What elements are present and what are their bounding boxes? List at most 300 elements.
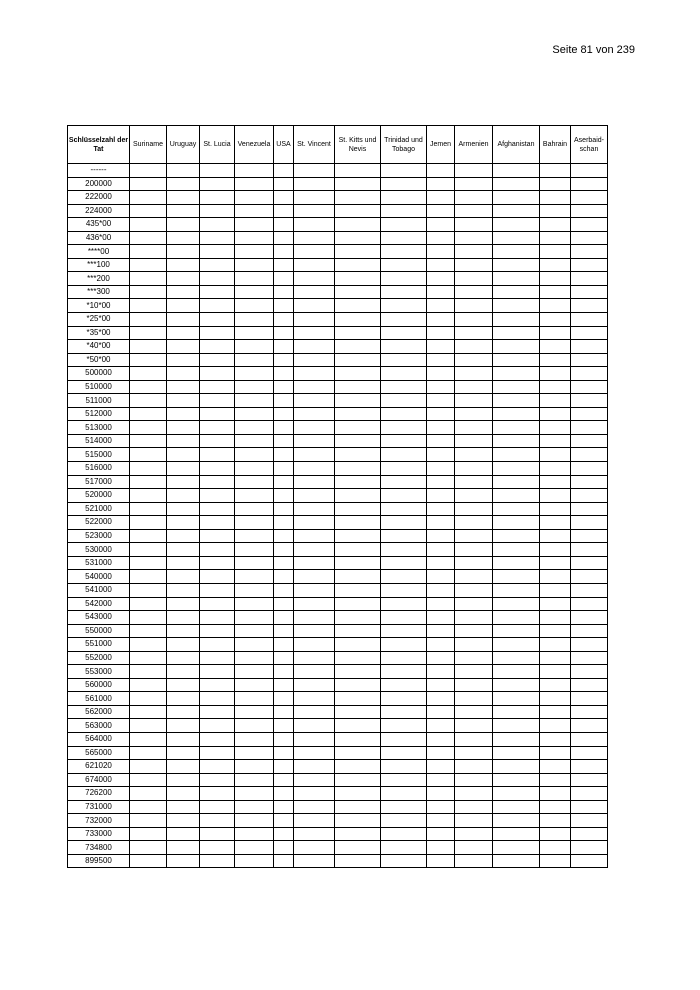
empty-cell — [571, 462, 608, 476]
empty-cell — [571, 543, 608, 557]
empty-cell — [167, 231, 200, 245]
empty-cell — [493, 475, 540, 489]
empty-cell — [381, 502, 427, 516]
empty-cell — [493, 719, 540, 733]
empty-cell — [294, 177, 335, 191]
empty-cell — [493, 529, 540, 543]
empty-cell — [200, 611, 235, 625]
empty-cell — [427, 231, 455, 245]
empty-cell — [294, 285, 335, 299]
empty-cell — [571, 218, 608, 232]
empty-cell — [571, 204, 608, 218]
empty-cell — [455, 164, 493, 178]
empty-cell — [427, 502, 455, 516]
table-row — [68, 732, 608, 746]
empty-cell — [493, 651, 540, 665]
empty-cell — [540, 760, 571, 774]
empty-cell — [571, 746, 608, 760]
empty-cell — [335, 326, 381, 340]
empty-cell — [571, 516, 608, 530]
empty-cell — [274, 489, 294, 503]
empty-cell — [235, 204, 274, 218]
empty-cell — [130, 326, 167, 340]
offense-key-cell: 511000 — [68, 394, 130, 408]
empty-cell — [235, 773, 274, 787]
offense-key-cell: 732000 — [68, 814, 130, 828]
empty-cell — [167, 773, 200, 787]
empty-cell — [200, 638, 235, 652]
empty-cell — [335, 218, 381, 232]
empty-cell — [200, 529, 235, 543]
empty-cell — [427, 787, 455, 801]
empty-cell — [335, 705, 381, 719]
offense-key-cell: 517000 — [68, 475, 130, 489]
empty-cell — [274, 177, 294, 191]
empty-cell — [571, 502, 608, 516]
empty-cell — [235, 705, 274, 719]
empty-cell — [381, 462, 427, 476]
empty-cell — [235, 760, 274, 774]
empty-cell — [455, 543, 493, 557]
empty-cell — [427, 489, 455, 503]
column-header: Aserbaid-schan — [571, 126, 608, 164]
column-header: Jemen — [427, 126, 455, 164]
empty-cell — [167, 624, 200, 638]
empty-cell — [167, 380, 200, 394]
empty-cell — [381, 638, 427, 652]
table-row — [68, 583, 608, 597]
empty-cell — [571, 489, 608, 503]
empty-cell — [167, 326, 200, 340]
empty-cell — [455, 814, 493, 828]
empty-cell — [381, 692, 427, 706]
offense-key-cell: 565000 — [68, 746, 130, 760]
empty-cell — [381, 177, 427, 191]
empty-cell — [235, 407, 274, 421]
empty-cell — [200, 800, 235, 814]
empty-cell — [455, 299, 493, 313]
empty-cell — [381, 543, 427, 557]
empty-cell — [274, 191, 294, 205]
table-row — [68, 204, 608, 218]
empty-cell — [335, 272, 381, 286]
empty-cell — [335, 638, 381, 652]
empty-cell — [335, 760, 381, 774]
empty-cell — [235, 245, 274, 259]
empty-cell — [274, 800, 294, 814]
empty-cell — [540, 272, 571, 286]
empty-cell — [294, 313, 335, 327]
empty-cell — [167, 529, 200, 543]
empty-cell — [493, 502, 540, 516]
empty-cell — [200, 489, 235, 503]
empty-cell — [130, 597, 167, 611]
empty-cell — [200, 597, 235, 611]
empty-cell — [274, 367, 294, 381]
table-row — [68, 313, 608, 327]
empty-cell — [540, 611, 571, 625]
offense-key-cell: 500000 — [68, 367, 130, 381]
empty-cell — [427, 340, 455, 354]
empty-cell — [235, 732, 274, 746]
empty-cell — [381, 380, 427, 394]
empty-cell — [200, 841, 235, 855]
empty-cell — [335, 583, 381, 597]
empty-cell — [381, 475, 427, 489]
empty-cell — [493, 258, 540, 272]
offense-key-cell: 899500 — [68, 854, 130, 868]
table-row — [68, 434, 608, 448]
empty-cell — [294, 164, 335, 178]
empty-cell — [571, 787, 608, 801]
offense-key-cell: 674000 — [68, 773, 130, 787]
empty-cell — [571, 191, 608, 205]
empty-cell — [540, 489, 571, 503]
empty-cell — [455, 705, 493, 719]
empty-cell — [167, 489, 200, 503]
empty-cell — [294, 841, 335, 855]
empty-cell — [200, 326, 235, 340]
table-row — [68, 516, 608, 530]
empty-cell — [427, 814, 455, 828]
empty-cell — [381, 705, 427, 719]
empty-cell — [571, 597, 608, 611]
empty-cell — [130, 218, 167, 232]
empty-cell — [167, 746, 200, 760]
empty-cell — [294, 434, 335, 448]
empty-cell — [571, 705, 608, 719]
empty-cell — [540, 665, 571, 679]
empty-cell — [167, 665, 200, 679]
empty-cell — [335, 231, 381, 245]
empty-cell — [274, 462, 294, 476]
empty-cell — [200, 245, 235, 259]
column-header: Afghanistan — [493, 126, 540, 164]
empty-cell — [130, 611, 167, 625]
empty-cell — [167, 245, 200, 259]
empty-cell — [455, 678, 493, 692]
empty-cell — [540, 462, 571, 476]
empty-cell — [200, 814, 235, 828]
empty-cell — [274, 164, 294, 178]
table-row — [68, 773, 608, 787]
empty-cell — [493, 611, 540, 625]
empty-cell — [294, 529, 335, 543]
empty-cell — [235, 611, 274, 625]
empty-cell — [130, 272, 167, 286]
empty-cell — [493, 326, 540, 340]
empty-cell — [294, 204, 335, 218]
empty-cell — [167, 611, 200, 625]
empty-cell — [294, 556, 335, 570]
table-row — [68, 827, 608, 841]
offense-key-cell: 523000 — [68, 529, 130, 543]
empty-cell — [427, 177, 455, 191]
offense-key-cell: *25*00 — [68, 313, 130, 327]
empty-cell — [294, 218, 335, 232]
empty-cell — [294, 800, 335, 814]
empty-cell — [381, 597, 427, 611]
empty-cell — [130, 204, 167, 218]
empty-cell — [427, 394, 455, 408]
empty-cell — [427, 380, 455, 394]
empty-cell — [130, 841, 167, 855]
empty-cell — [130, 299, 167, 313]
empty-cell — [493, 760, 540, 774]
empty-cell — [274, 570, 294, 584]
column-header: USA — [274, 126, 294, 164]
empty-cell — [235, 543, 274, 557]
empty-cell — [455, 407, 493, 421]
empty-cell — [294, 407, 335, 421]
empty-cell — [274, 841, 294, 855]
offense-key-cell: 514000 — [68, 434, 130, 448]
empty-cell — [381, 353, 427, 367]
empty-cell — [540, 502, 571, 516]
table-row — [68, 841, 608, 855]
empty-cell — [274, 611, 294, 625]
empty-cell — [335, 529, 381, 543]
empty-cell — [167, 407, 200, 421]
page-number: Seite 81 von 239 — [552, 44, 635, 56]
empty-cell — [455, 638, 493, 652]
empty-cell — [235, 570, 274, 584]
empty-cell — [427, 597, 455, 611]
empty-cell — [381, 191, 427, 205]
column-header: Bahrain — [540, 126, 571, 164]
table-row — [68, 353, 608, 367]
empty-cell — [381, 434, 427, 448]
offense-key-cell: ***200 — [68, 272, 130, 286]
empty-cell — [294, 746, 335, 760]
empty-cell — [274, 705, 294, 719]
column-header: St. Kitts und Nevis — [335, 126, 381, 164]
empty-cell — [294, 367, 335, 381]
empty-cell — [274, 787, 294, 801]
empty-cell — [571, 367, 608, 381]
empty-cell — [455, 854, 493, 868]
empty-cell — [235, 164, 274, 178]
empty-cell — [493, 299, 540, 313]
empty-cell — [274, 529, 294, 543]
empty-cell — [381, 651, 427, 665]
empty-cell — [274, 597, 294, 611]
empty-cell — [455, 719, 493, 733]
empty-cell — [335, 407, 381, 421]
empty-cell — [294, 678, 335, 692]
empty-cell — [167, 218, 200, 232]
empty-cell — [427, 258, 455, 272]
empty-cell — [427, 583, 455, 597]
empty-cell — [540, 773, 571, 787]
empty-cell — [235, 313, 274, 327]
empty-cell — [540, 624, 571, 638]
empty-cell — [540, 841, 571, 855]
empty-cell — [335, 827, 381, 841]
empty-cell — [294, 231, 335, 245]
empty-cell — [571, 421, 608, 435]
empty-cell — [235, 326, 274, 340]
table-row — [68, 448, 608, 462]
empty-cell — [167, 421, 200, 435]
empty-cell — [335, 800, 381, 814]
empty-cell — [427, 204, 455, 218]
empty-cell — [294, 583, 335, 597]
empty-cell — [130, 489, 167, 503]
empty-cell — [167, 543, 200, 557]
empty-cell — [274, 326, 294, 340]
empty-cell — [427, 746, 455, 760]
empty-cell — [571, 529, 608, 543]
offense-key-cell: 551000 — [68, 638, 130, 652]
empty-cell — [540, 258, 571, 272]
empty-cell — [294, 570, 335, 584]
empty-cell — [167, 475, 200, 489]
empty-cell — [294, 814, 335, 828]
empty-cell — [540, 678, 571, 692]
empty-cell — [335, 516, 381, 530]
empty-cell — [130, 285, 167, 299]
empty-cell — [200, 692, 235, 706]
empty-cell — [274, 692, 294, 706]
empty-cell — [235, 556, 274, 570]
empty-cell — [493, 814, 540, 828]
empty-cell — [294, 380, 335, 394]
empty-cell — [335, 854, 381, 868]
empty-cell — [455, 326, 493, 340]
empty-cell — [540, 787, 571, 801]
empty-cell — [427, 421, 455, 435]
empty-cell — [167, 204, 200, 218]
empty-cell — [455, 651, 493, 665]
table-row — [68, 651, 608, 665]
empty-cell — [200, 583, 235, 597]
empty-cell — [427, 529, 455, 543]
empty-cell — [540, 204, 571, 218]
offense-key-cell: 222000 — [68, 191, 130, 205]
empty-cell — [540, 583, 571, 597]
empty-cell — [493, 245, 540, 259]
table-row — [68, 705, 608, 719]
empty-cell — [335, 665, 381, 679]
empty-cell — [427, 191, 455, 205]
empty-cell — [427, 313, 455, 327]
empty-cell — [571, 164, 608, 178]
empty-cell — [200, 556, 235, 570]
empty-cell — [540, 326, 571, 340]
empty-cell — [294, 719, 335, 733]
empty-cell — [455, 746, 493, 760]
empty-cell — [455, 556, 493, 570]
empty-cell — [274, 218, 294, 232]
empty-cell — [427, 800, 455, 814]
empty-cell — [493, 191, 540, 205]
table-row — [68, 462, 608, 476]
offense-key-cell: 542000 — [68, 597, 130, 611]
empty-cell — [540, 340, 571, 354]
column-header: Suriname — [130, 126, 167, 164]
empty-cell — [335, 678, 381, 692]
empty-cell — [540, 692, 571, 706]
empty-cell — [200, 665, 235, 679]
empty-cell — [493, 638, 540, 652]
empty-cell — [540, 245, 571, 259]
empty-cell — [427, 367, 455, 381]
empty-cell — [294, 258, 335, 272]
empty-cell — [167, 516, 200, 530]
empty-cell — [335, 719, 381, 733]
empty-cell — [571, 448, 608, 462]
empty-cell — [335, 597, 381, 611]
empty-cell — [455, 827, 493, 841]
empty-cell — [294, 760, 335, 774]
empty-cell — [571, 827, 608, 841]
table-row — [68, 678, 608, 692]
empty-cell — [294, 245, 335, 259]
empty-cell — [294, 597, 335, 611]
empty-cell — [493, 678, 540, 692]
empty-cell — [540, 556, 571, 570]
empty-cell — [427, 556, 455, 570]
empty-cell — [427, 272, 455, 286]
empty-cell — [455, 800, 493, 814]
empty-cell — [274, 583, 294, 597]
empty-cell — [455, 773, 493, 787]
empty-cell — [294, 326, 335, 340]
empty-cell — [335, 299, 381, 313]
empty-cell — [200, 760, 235, 774]
empty-cell — [493, 665, 540, 679]
empty-cell — [130, 462, 167, 476]
empty-cell — [335, 421, 381, 435]
empty-cell — [235, 678, 274, 692]
empty-cell — [167, 502, 200, 516]
empty-cell — [493, 773, 540, 787]
table-row — [68, 164, 608, 178]
empty-cell — [235, 814, 274, 828]
empty-cell — [335, 475, 381, 489]
table-row — [68, 245, 608, 259]
empty-cell — [274, 475, 294, 489]
empty-cell — [130, 719, 167, 733]
empty-cell — [294, 651, 335, 665]
empty-cell — [130, 421, 167, 435]
empty-cell — [571, 760, 608, 774]
empty-cell — [200, 448, 235, 462]
empty-cell — [455, 448, 493, 462]
empty-cell — [167, 313, 200, 327]
empty-cell — [167, 583, 200, 597]
empty-cell — [335, 285, 381, 299]
empty-cell — [335, 746, 381, 760]
empty-cell — [381, 556, 427, 570]
empty-cell — [167, 299, 200, 313]
empty-cell — [571, 814, 608, 828]
empty-cell — [294, 854, 335, 868]
table-row — [68, 421, 608, 435]
empty-cell — [381, 394, 427, 408]
empty-cell — [381, 326, 427, 340]
empty-cell — [130, 787, 167, 801]
empty-cell — [167, 191, 200, 205]
empty-cell — [571, 678, 608, 692]
empty-cell — [540, 434, 571, 448]
column-header: Venezuela — [235, 126, 274, 164]
offense-key-cell: 543000 — [68, 611, 130, 625]
empty-cell — [493, 624, 540, 638]
empty-cell — [235, 272, 274, 286]
empty-cell — [455, 353, 493, 367]
